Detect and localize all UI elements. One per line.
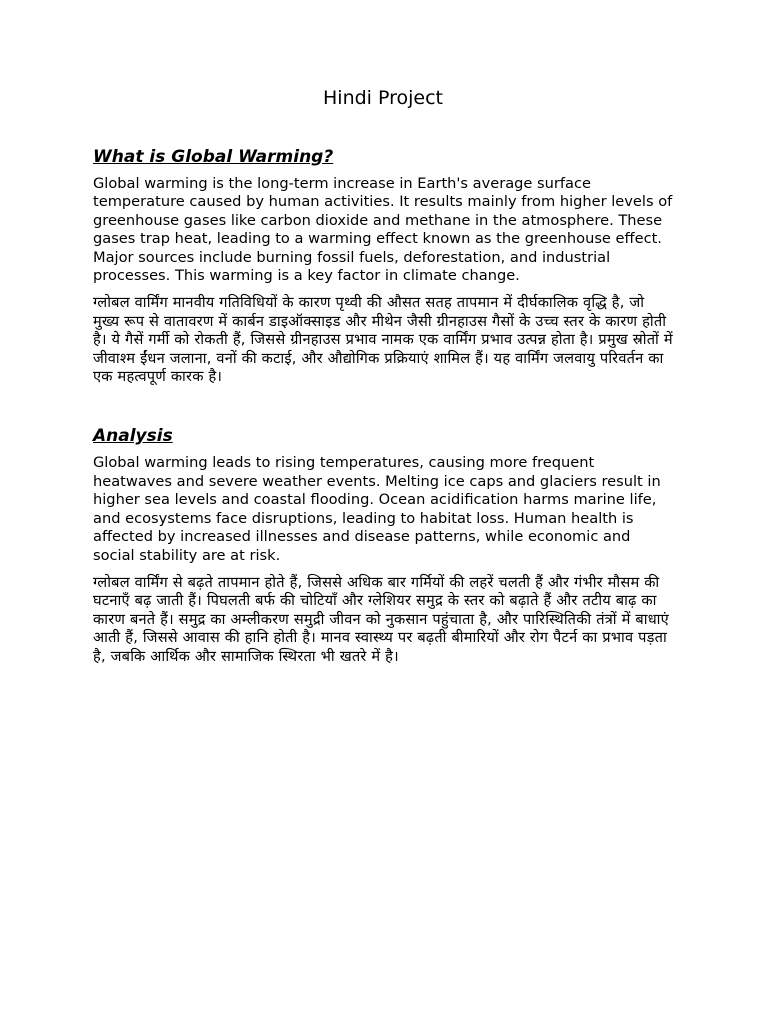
document-page <box>93 85 673 666</box>
document-title: Hindi Project <box>323 87 443 109</box>
hindi-paragraph: ग्लोबल वार्मिंग से बढ़ते तापमान होते हैं, जिससे अधिक बार गर्मियों की लहरें चलती हैं और गंभीर मौसम की घटनाएँ बढ़ जाती हैं। पिघलती बर्फ की चोटियाँ और ग्लेशियर समुद्र के स्तर को बढ़ाते हैं और तटीय बाढ़ का कारण बनते हैं। समुद्र का अम्लीकरण समुद्री जीवन को नुकसान पहुंचाता है, और पारिस्थितिकी तंत्रों में बाधाएं आती हैं, जिससे आवास की हानि होती है। मानव स्वास्थ्य पर बढ़ती बीमारियों और रोग पैटर्न का प्रभाव पड़ता है, जबकि आर्थिक और सामाजिक स्थिरता भी खतरे में है। <box>93 573 669 665</box>
section-analysis <box>93 424 673 665</box>
english-paragraph: Global warming is the long-term increase in Earth's average surface temperature caused by human activities. It results mainly from higher levels of greenhouse gases like carbon dioxide and methane in the atmosphere. These gases trap heat, leading to a warming effect known as the greenhouse effect. Major sources include burning fossil fuels, deforestation, and industrial processes. This warming is a key factor in climate change. <box>93 175 673 285</box>
section-heading: What is Global Warming? <box>93 147 334 167</box>
hindi-paragraph: ग्लोबल वार्मिंग मानवीय गतिविधियों के कारण पृथ्वी की औसत सतह तापमान में दीर्घकालिक वृद्धि है, जो मुख्य रूप से वातावरण में कार्बन डाइऑक्साइड और मीथेन जैसी ग्रीनहाउस गैसों के उच्च स्तर के कारण होती है। ये गैसें गर्मी को रोकती हैं, जिससे ग्रीनहाउस प्रभाव नामक एक वार्मिंग प्रभाव उत्पन्न होता है। प्रमुख स्रोतों में जीवाश्म ईंधन जलाना, वनों की कटाई, और औद्योगिक प्रक्रियाएं शामिल हैं। यह वार्मिंग जलवायु परिवर्तन का एक महत्वपूर्ण कारक है। <box>93 294 673 386</box>
section-spacer <box>93 386 673 424</box>
english-paragraph: Global warming leads to rising temperatures, causing more frequent heatwaves and severe weather events. Melting ice caps and glaciers result in higher sea levels and coastal flooding. Ocean acidification harms marine life, and ecosystems face disruptions, leading to habitat loss. Human health is affected by increased illnesses and disease patterns, while economic and social stability are at risk. <box>93 454 661 564</box>
section-heading: Analysis <box>93 426 173 447</box>
section-global-warming <box>93 145 673 386</box>
